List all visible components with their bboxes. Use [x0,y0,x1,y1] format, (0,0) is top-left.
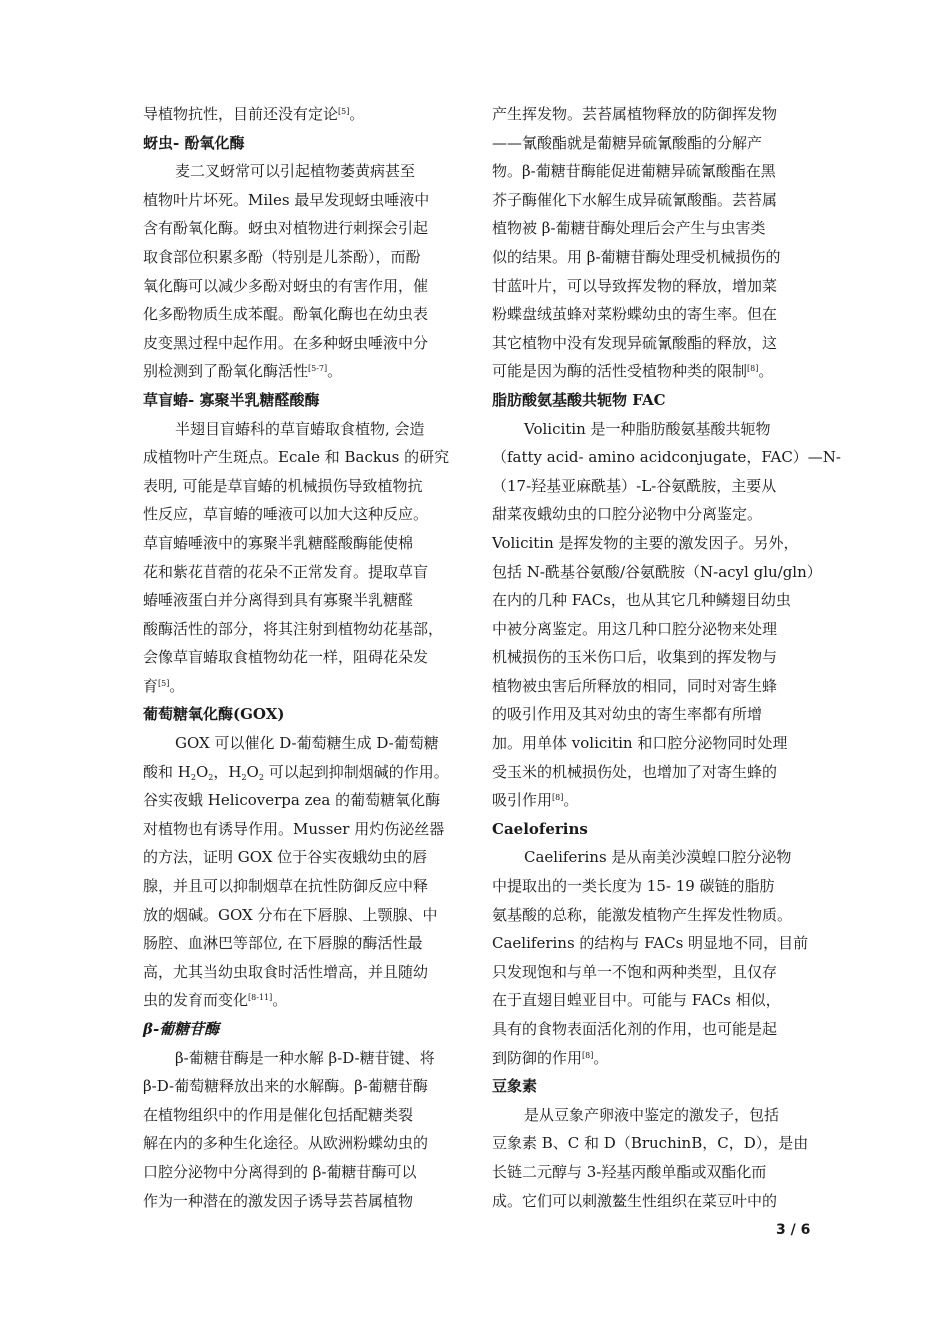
line-text: 机械损伤的玉米伤口后，收集到的挥发物与 [492,648,778,667]
text-line [143,643,465,672]
text-line [143,214,465,243]
line-text: 包括 N-酰基谷氨酸/谷氨酰胺（N-acyl glu/gln） [492,562,822,581]
line-text: 性反应，草盲蝽的唾液可以加大这种反应。 [143,505,429,524]
line-text: 放的烟碱。GOX 分布在下唇腺、上颚腺、中 [143,905,438,924]
subscript: 2 [258,772,264,782]
text-line [492,186,814,215]
line-text: 草盲蝽- 寡聚半乳糖醛酸酶 [143,390,320,409]
line-text: 在植物组织中的作用是催化包括配糖类裂 [143,1105,414,1124]
line-text: 口腔分泌物中分离得到的 β-葡糖苷酶可以 [143,1162,417,1181]
section-heading [143,386,465,415]
line-text: 粉蝶盘绒茧蜂对菜粉蝶幼虫的寄生率。但在 [492,305,778,324]
line-text: 植物被 β-葡糖苷酶处理后会产生与虫害类 [492,219,766,238]
line-text: 氧化酶可以减少多酚对蚜虫的有害作用，催 [143,276,429,295]
line-text: 表明, 可能是草盲蝽的机械损伤导致植物抗 [143,476,423,495]
text-line [492,986,814,1015]
text-line [492,157,814,186]
text-line [492,272,814,301]
text-line [492,500,814,529]
line-text: （17-羟基亚麻酰基）-L-谷氨酰胺，主要从 [492,476,777,495]
text-line [492,586,814,615]
line-text: 中被分离鉴定。用这几种口腔分泌物来处理 [492,619,778,638]
line-text: 成。它们可以刺激鳌生性组织在菜豆叶中的 [492,1191,778,1210]
line-text: 植物叶片坏死。Miles 最早发现蚜虫唾液中 [143,190,430,209]
text-line [492,786,814,815]
citation: [8] [582,1050,594,1060]
line-text: 是从豆象产卵液中鉴定的激发子，包括 [524,1105,780,1124]
line-text: （fatty acid- amino acidconjugate，FAC）—N- [492,448,841,467]
line-text: 肠腔、血淋巴等部位, 在下唇腺的酶活性最 [143,934,423,953]
citation: [5] [338,107,350,116]
section-heading [143,1015,465,1044]
text-line [492,1015,814,1044]
line-text: 只发现饱和与单一不饱和两种类型，且仅存 [492,962,778,981]
text-line [143,443,465,472]
text-line [492,415,814,444]
text-line [143,100,465,129]
text-line [492,558,822,587]
text-line [143,357,465,386]
line-text: 植物被虫害后所释放的相同，同时对寄生蜂 [492,676,778,695]
text-line [492,872,814,901]
line-text: 受玉米的机械损伤处，也增加了对寄生蜂的 [492,762,778,781]
line-text: 解在内的多种生化途径。从欧洲粉蝶幼虫的 [143,1134,429,1153]
citation: [5-7] [308,364,328,374]
line-text: 葡萄糖氧化酶(GOX) [143,705,285,724]
text-line [492,329,814,358]
text-line [143,1187,465,1216]
line-text: 在内的几种 FACs，也从其它几种鳞翅目幼虫 [492,591,791,610]
line-text: 长链二元醇与 3-羟基丙酸单酯或双酯化而 [492,1162,767,1181]
page-number: 3 / 6 [776,1222,811,1238]
line-text: 加。用单体 volicitin 和口腔分泌物同时处理 [492,734,788,753]
text-line [143,586,465,615]
section-heading [492,386,814,415]
line-text: 到防御的作用 [492,1048,583,1067]
text-line [492,1158,814,1187]
text-line [143,272,465,301]
citation: [8-11] [248,993,273,1003]
line-text: 谷实夜蛾 Helicoverpa zea 的葡萄糖氧化酶 [143,791,441,810]
line-text: 。 [272,991,288,1010]
line-text: 作为一种潜在的激发因子诱导芸苔属植物 [143,1191,414,1210]
line-text: 酸和 H [143,762,191,781]
section-heading [143,129,465,158]
subscript: 2 [241,772,247,782]
line-text: 在于直翅目蝗亚目中。可能与 FACs 相似， [492,991,781,1010]
line-text: 草盲蝽唾液中的寡聚半乳糖醛酸酶能使棉 [143,533,414,552]
text-line [492,615,814,644]
text-line [143,415,465,444]
text-line [492,729,814,758]
line-text: ，H [213,762,242,781]
text-line [143,500,465,529]
text-line [143,958,465,987]
text-line [492,129,814,158]
text-line [143,843,465,872]
text-line [143,872,465,901]
text-line [143,186,465,215]
line-text: 豆象素 [492,1077,538,1096]
line-text: 花和紫花苜蓿的花朵不正常发育。提取草盲 [143,562,429,581]
text-line [143,157,465,186]
line-text: Volicitin 是挥发物的主要的激发因子。另外， [492,533,799,552]
text-line [143,758,465,787]
line-text: 皮变黑过程中起作用。在多种蚜虫唾液中分 [143,333,429,352]
text-line [492,843,814,872]
line-text: 腺，并且可以抑制烟草在抗性防御反应中释 [143,877,429,896]
line-text: O [195,762,209,781]
line-text: 的吸引作用及其对幼虫的寄生率都有所增 [492,705,763,724]
line-text: 蚜虫- 酚氧化酶 [143,133,245,152]
line-text: 可以起到抑制烟碱的作用。 [263,762,449,781]
subscript: 2 [190,772,196,782]
text-line [143,986,465,1015]
line-text: ——氰酸酯就是葡糖异硫氰酸酯的分解产 [492,133,763,152]
section-heading [143,700,465,729]
text-line [143,786,465,815]
line-text: 育 [143,676,159,695]
line-text: 半翅目盲蝽科的草盲蝽取食植物, 会造 [175,419,425,438]
text-line [143,901,465,930]
text-line [492,672,814,701]
line-text: 。 [327,362,343,381]
line-text: β-D-葡萄糖释放出来的水解酶。β-葡糖苷酶 [143,1077,428,1096]
text-line [492,443,841,472]
text-line [143,1072,465,1101]
right-column [492,100,841,1215]
section-heading [492,815,814,844]
line-text: 对植物也有诱导作用。Musser 用灼伤泌丝器 [143,819,445,838]
line-text: 含有酚氧化酶。蚜虫对植物进行刺探会引起 [143,219,429,238]
line-text: 豆象素 B、C 和 D（BruchinB，C，D），是由 [492,1134,809,1153]
text-line [492,1187,814,1216]
text-line [143,1158,465,1187]
citation: [5] [158,678,170,688]
text-line [143,529,465,558]
text-line [492,958,814,987]
line-text: 甘蓝叶片，可以导致挥发物的释放，增加菜 [492,276,778,295]
text-line [492,758,814,787]
line-text: Volicitin 是一种脂肪酸氨基酸共轭物 [524,419,771,438]
line-text: 。 [593,1048,609,1067]
text-line [492,243,814,272]
line-text: 芥子酶催化下水解生成异硫氰酸酯。芸苔属 [492,190,778,209]
line-text: 虫的发育而变化 [143,991,249,1010]
line-text: 吸引作用 [492,791,553,810]
section-heading [492,1072,814,1101]
line-text: Caeliferins 的结构与 FACs 明显地不同，目前 [492,934,809,953]
text-line [143,929,465,958]
line-text: 。 [349,105,365,123]
text-line [143,615,465,644]
line-text: 导植物抗性，目前还没有定论 [143,105,339,123]
line-text: Caeliferins 是从南美沙漠蝗口腔分泌物 [524,848,792,867]
text-line [143,815,465,844]
line-text: 高，尤其当幼虫取食时活性增高，并且随幼 [143,962,429,981]
line-text: 。 [563,791,579,810]
text-line [143,300,465,329]
line-text: 产生挥发物。芸苔属植物释放的防御挥发物 [492,105,778,123]
text-line [143,1129,465,1158]
text-line [492,100,814,129]
text-line [143,1101,465,1130]
line-text: 可能是因为酶的活性受植物种类的限制 [492,362,748,381]
line-text: 取食部位积累多酚（特别是儿茶酚），而酚 [143,247,421,266]
line-text: 。 [758,362,774,381]
line-text: GOX 可以催化 D-葡萄糖生成 D-葡萄糖 [175,734,439,753]
line-text: β-葡糖苷酶 [143,1020,220,1038]
line-text: 麦二叉蚜常可以引起植物萎黄病甚至 [175,162,416,181]
left-column [143,100,465,1215]
text-line [143,558,465,587]
line-text: 化多酚物质生成苯醌。酚氧化酶也在幼虫表 [143,305,429,324]
text-line [492,1129,814,1158]
subscript: 2 [208,772,214,782]
line-text: 其它植物中没有发现异硫氰酸酯的释放，这 [492,333,778,352]
line-text: 物。β-葡糖苷酶能促进葡糖异硫氰酸酯在黑 [492,162,776,181]
line-text: β-葡糖苷酶是一种水解 β-D-糖苷键、将 [175,1048,435,1067]
line-text: Caeloferins [492,819,588,838]
line-text: 具有的食物表面活化剂的作用，也可能是起 [492,1020,778,1038]
text-line [492,300,814,329]
line-text: 甜菜夜蛾幼虫的口腔分泌物中分离鉴定。 [492,505,763,524]
line-text: 的方法，证明 GOX 位于谷实夜蛾幼虫的唇 [143,848,428,867]
line-text: 中提取出的一类长度为 15- 19 碳链的脂肪 [492,877,775,896]
line-text: 别检测到了酚氧化酶活性 [143,362,309,381]
text-line [143,472,465,501]
text-line [492,214,814,243]
text-line [492,700,814,729]
citation: [8] [747,364,759,374]
text-line [492,901,814,930]
line-text: O [246,762,259,781]
text-line [492,1044,814,1073]
text-line [143,243,465,272]
line-text: 成植物叶产生斑点。Ecale 和 Backus 的研究 [143,448,450,467]
text-line [143,1044,465,1073]
line-text: 似的结果。用 β-葡糖苷酶处理受机械损伤的 [492,247,781,266]
citation: [8] [552,793,564,803]
line-text: 。 [169,676,185,695]
text-line [492,643,814,672]
text-line [143,729,465,758]
line-text: 蝽唾液蛋白并分离得到具有寡聚半乳糖醛 [143,591,414,610]
text-line [492,529,814,558]
text-line [143,672,465,701]
line-text: 会像草盲蝽取食植物幼花一样，阻碍花朵发 [143,648,429,667]
text-line [143,329,465,358]
text-line [492,472,814,501]
line-text: 氨基酸的总称，能激发植物产生挥发性物质。 [492,905,793,924]
line-text: 酸酶活性的部分，将其注射到植物幼花基部， [143,619,444,638]
text-line [492,1101,814,1130]
text-line [492,929,814,958]
text-line [492,357,814,386]
line-text: 脂肪酸氨基酸共轭物 FAC [492,390,666,409]
